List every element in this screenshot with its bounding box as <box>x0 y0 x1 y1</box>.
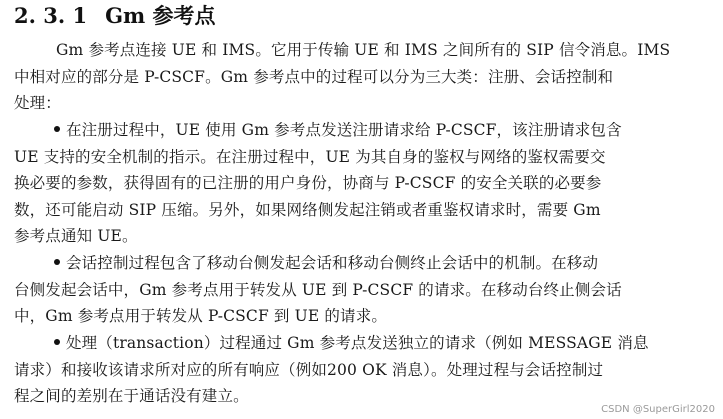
paragraph-line: 数，还可能启动 SIP 压缩。另外，如果网络侧发起注销或者重鉴权请求时，需要 Gm <box>14 200 601 219</box>
paragraph-line: 参考点通知 UE。 <box>14 227 138 245</box>
bullet-registration <box>14 117 714 250</box>
paragraph-line: 在注册过程中，UE 使用 Gm 参考点发送注册请求给 P-CSCF，该注册请求包含 <box>66 121 622 139</box>
paragraph-line: 换必要的参数，获得固有的已注册的用户身份，协商与 P-CSCF 的安全关联的必要参 <box>14 174 602 192</box>
watermark: CSDN @SuperGirl2020 <box>601 404 715 415</box>
bullet-session-control <box>14 250 714 330</box>
bullet-first-line <box>14 330 714 357</box>
paragraph-line: 中相对应的部分是 P-CSCF。Gm 参考点中的过程可以分为三大类：注册、会话控制和 <box>14 67 614 86</box>
section-title: Gm 参考点 <box>105 3 216 28</box>
paragraph-line: 程之间的差别在于通话没有建立。 <box>14 387 249 405</box>
paragraph-line: 处理（transaction）过程通过 Gm 参考点发送独立的请求（例如 MESSAGE 消息 <box>66 334 649 352</box>
paragraph-line: 处理： <box>14 94 61 112</box>
paragraph-line: 请求）和接收该请求所对应的所有响应（例如200 OK 消息）。处理过程与会话控制过 <box>14 360 604 379</box>
paragraph-line: Gm 参考点连接 UE 和 IMS。它用于传输 UE 和 IMS 之间所有的 SIP 信令消息。IMS <box>56 41 671 59</box>
paragraph-line: UE 支持的安全机制的指示。在注册过程中，UE 为其自身的鉴权与网络的鉴权需要交 <box>14 147 606 166</box>
paragraph-line: 台侧发起会话中，Gm 参考点用于转发从 UE 到 P-CSCF 的请求。在移动台终止侧会话 <box>14 280 622 299</box>
section-heading <box>14 3 216 29</box>
bullet-first-line <box>14 117 714 144</box>
intro-paragraph <box>14 37 714 117</box>
paragraph-line: 会话控制过程包含了移动台侧发起会话和移动台侧终止会话中的机制。在移动 <box>66 254 599 272</box>
paragraph-line: 中，Gm 参考点用于转发从 P-CSCF 到 UE 的请求。 <box>14 307 388 325</box>
bullet-icon <box>54 339 60 345</box>
section-number: 2. 3. 1 <box>14 3 88 28</box>
bullet-first-line <box>14 250 714 277</box>
bullet-icon <box>54 259 60 265</box>
bullet-icon <box>54 126 60 132</box>
bullet-transaction <box>14 330 714 410</box>
